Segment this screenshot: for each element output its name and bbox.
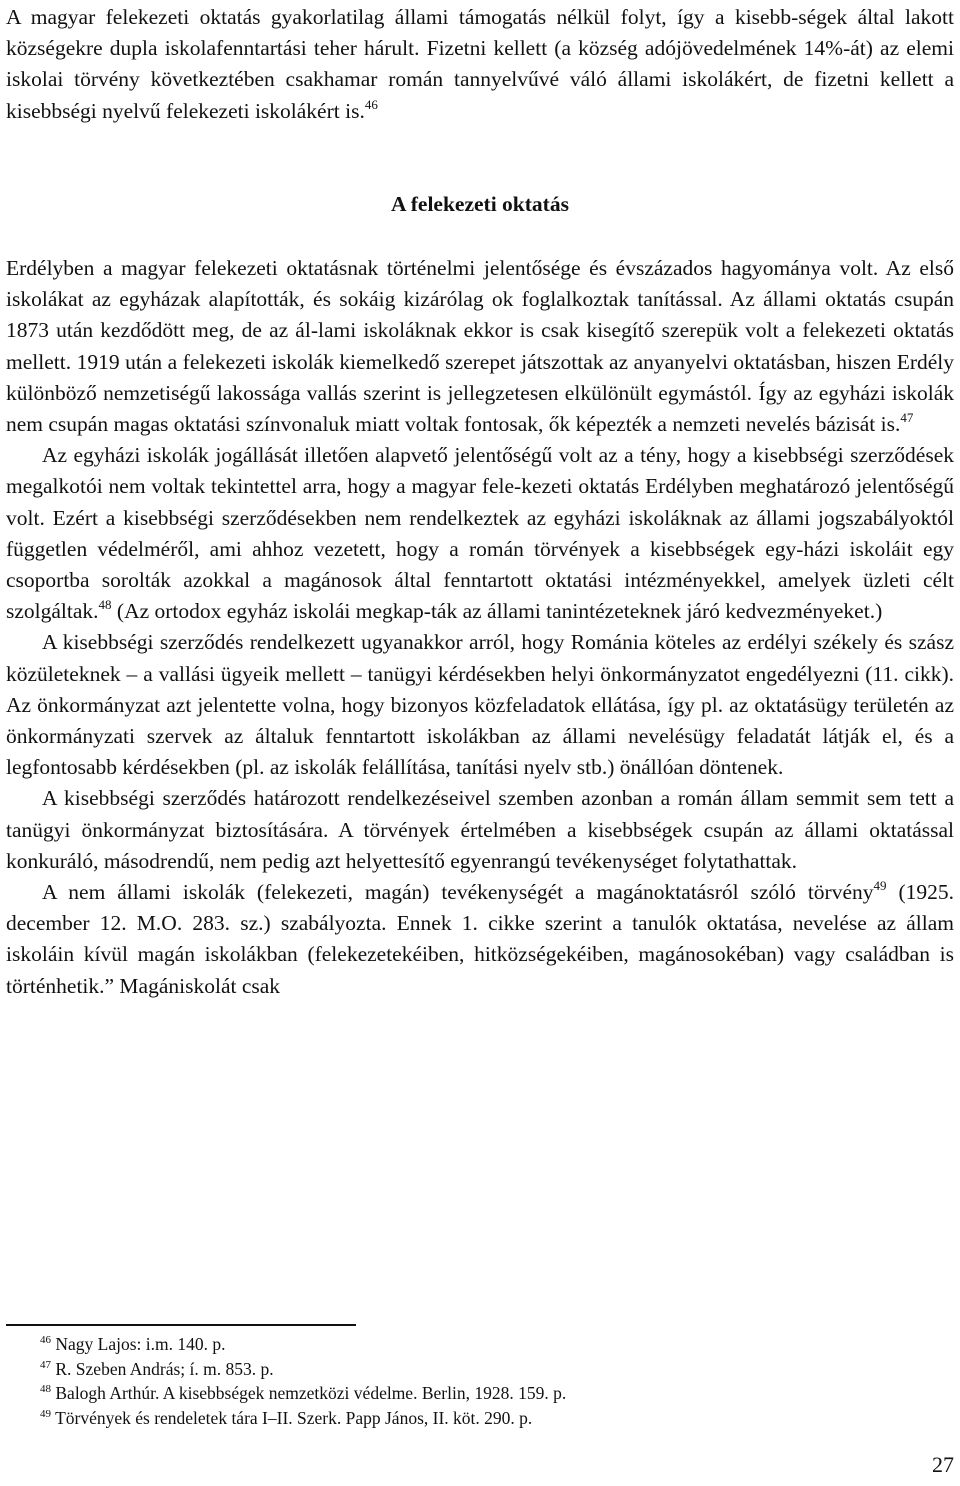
footnotes	[40, 1332, 940, 1430]
footnote-47: $^{47}$ R. Szeben András; í. m. 853. p.	[40, 1358, 274, 1379]
footnote-49: $^{49}$ Törvények és rendeletek tára I–II. Szerk. Papp János, II. köt. 290. p.	[40, 1407, 533, 1428]
footnote-separator	[6, 1324, 356, 1326]
section-heading: A felekezeti oktatás	[391, 191, 569, 216]
paragraph-4: A kisebbségi szerződés határozott rendelkezéseivel szemben azonban a román állam semmit sem tett a tanügyi önkormányzat biztosítására. A törvények értelmében a kisebbségek csupán az állami oktatással konkuráló, másodrendű, nem pedig azt helyettesítő egyenrangú tevékenységet folytathattak.	[6, 786, 954, 873]
footnote-48: $^{48}$ Balogh Arthúr. A kisebbségek nemzetközi védelme. Berlin, 1928. 159. p.	[40, 1383, 567, 1404]
paragraph-1: Erdélyben a magyar felekezeti oktatásnak történelmi jelentősége és évszázados hagyománya volt. Az első iskolákat az egyházak alapították, és sokáig kizárólag ok foglalkoztak tanítással. Az állami oktatás csupán 1873 után kezdődött meg, de az ál-lami iskoláknak ekkor is csak kisegítő szerepük volt a felekezeti oktatás mellett. 1919 után a felekezeti iskolák kiemelkedő szerepet játszottak az anyanyelvi oktatásban, hiszen Erdély különböző nemzetiségű lakossága vallás szerint is jellegzetesen elkülönült egymástól. Így az egyházi iskolák nem csupán magas oktatási színvonaluk miatt voltak fontosak, ők képezték a nemzeti nevelés bázisát is.$^{47}$	[6, 256, 954, 437]
body-text	[6, 2, 954, 1002]
paragraph-intro: A magyar felekezeti oktatás gyakorlatilag állami támogatás nélkül folyt, így a kisebb-ségek által lakott községekre dupla iskolafenntartási teher hárult. Fizetni kellett (a község adójövedelmének 14%-át) az elemi iskolai törvény következtében csakhamar román tannyelvűvé váló állami iskolákért, de fizetni kellett a kisebbségi nyelvű felekezeti iskolákért is.$^{46}$	[6, 5, 954, 123]
footnote-ref-47: 47	[900, 410, 914, 426]
footnote-ref-48: 48	[98, 597, 112, 613]
page-number: 27	[932, 1452, 954, 1477]
paragraph-5: A nem állami iskolák (felekezeti, magán) tevékenységét a magánoktatásról szóló törvény$^{49}$ (1925. december 12. M.O. 283. sz.) szabályozta. Ennek 1. cikke szerint a tanulók oktatása, nevelése az állam iskoláin kívül magán iskolákban (felekezetekéiben, hitközségekéiben, magánosokéban) vagy családban is történhetik.” Magániskolát csak	[6, 878, 954, 998]
paragraph-2: Az egyházi iskolák jogállását illetően alapvető jelentőségű volt az a tény, hogy a kisebbségi szerződések megalkotói nem voltak tekintettel arra, hogy a magyar fele-kezeti oktatás Erdélyben meghatározó jelentőségű volt. Ezért a kisebbségi szerződésekben nem rendelkeztek az egyházi iskoláknak az állami jogszabályoktól független védelméről, ami ahhoz vezetett, hogy a román törvények a kisebbségek egy-házi iskoláit egy csoportba sorolták azokkal a magánosok által fenntartott oktatási intézményekkel, amelyek üzleti célt szolgáltak.$^{48}$ (Az ortodox egyház iskolái megkap-ták az állami tanintézeteknek járó kedvezményeket.)	[6, 443, 954, 624]
footnote-46: $^{46}$ Nagy Lajos: i.m. 140. p.	[40, 1334, 226, 1354]
footnote-ref-49: 49	[873, 878, 887, 894]
paragraph-3: A kisebbségi szerződés rendelkezett ugyanakkor arról, hogy Románia köteles az erdélyi székely és szász közületeknek – a vallási ügyeik mellett – tanügyi kérdésekben helyi önkormányzatot engedélyezni (11. cikk). Az önkormányzat azt jelentette volna, hogy bizonyos közfeladatok ellátása, így pl. az oktatásügy területén az önkormányzati szervek az általuk fenntartott iskolákban az állami nevelésügy feladatát látják el, és a legfontosabb kérdésekben (pl. az iskolák felállítása, tanítási nyelv stb.) önállóan döntenek.	[6, 630, 954, 780]
footnote-ref-46: 46	[364, 96, 378, 112]
